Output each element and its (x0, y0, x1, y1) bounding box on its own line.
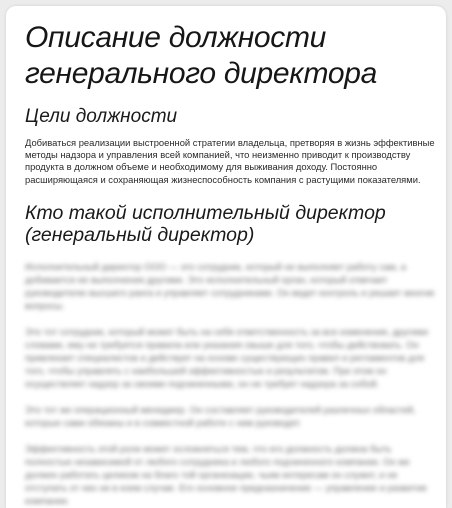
blurred-paragraph: Исполнительный директор ООО — это сотрудник, который не выполняет работу сам, а добивается ее выполнения другими. Это исполнительный орган, который отвечает руководителю высшего ранга и управляет сотрудниками. Он ведет контроль и решает многие вопросы. (25, 260, 435, 311)
blurred-paragraph: Это тот сотрудник, который может быть на себя ответственность за все изменения, другими словами, ему не требуется правила или указания свыше для того, чтобы действовать. Он привлекает специалистов и действует на основе существующих правил и регламентов для того, чтобы управлять с наибольшей эффективностью и результатом. При этом он осуществляет надзор за своими подчиненными, он не требует надзора за собой. (25, 325, 428, 389)
blurred-content (25, 260, 437, 507)
document-content (25, 20, 437, 508)
section-heading-who-line-1: Кто такой исполнительный директор (25, 201, 386, 224)
document-title (25, 20, 437, 92)
document-title-line-2: генерального директора (25, 57, 377, 90)
section-heading-who (25, 202, 437, 246)
blurred-paragraph: Это тот же операционный менеджер. Он составляет руководителей различных областей, которые сами обязаны и в совместной работе с ним руководят. (25, 403, 416, 428)
section-heading-who-line-2: (генеральный директор) (25, 223, 255, 246)
document-page (6, 6, 446, 508)
document-title-line-1: Описание должности (25, 21, 327, 54)
blurred-paragraph: Эффективность этой роли может осложняться тем, что его должность должна быть полностью независимой от любого сотрудника и любого подчиненного компании. Он же должен работать целиком на благо той организации, чьим интересам он служит, и не отступать от них ни в коем случае. Его основное предназначение — управление и развитие компании. (25, 442, 428, 506)
section-goals-paragraph: Добиваться реализации выстроенной стратегии владельца, претворяя в жизнь эффективные методы надзора и управления всей компанией, что неизменно приводит к производству продукта в должном объеме и необходимому для выживания доходу. Постоянно расширяющаяся и сохраняющая жизнеспособность компания с растущими показателями. (25, 137, 435, 185)
section-heading-goals: Цели должности (25, 106, 178, 127)
